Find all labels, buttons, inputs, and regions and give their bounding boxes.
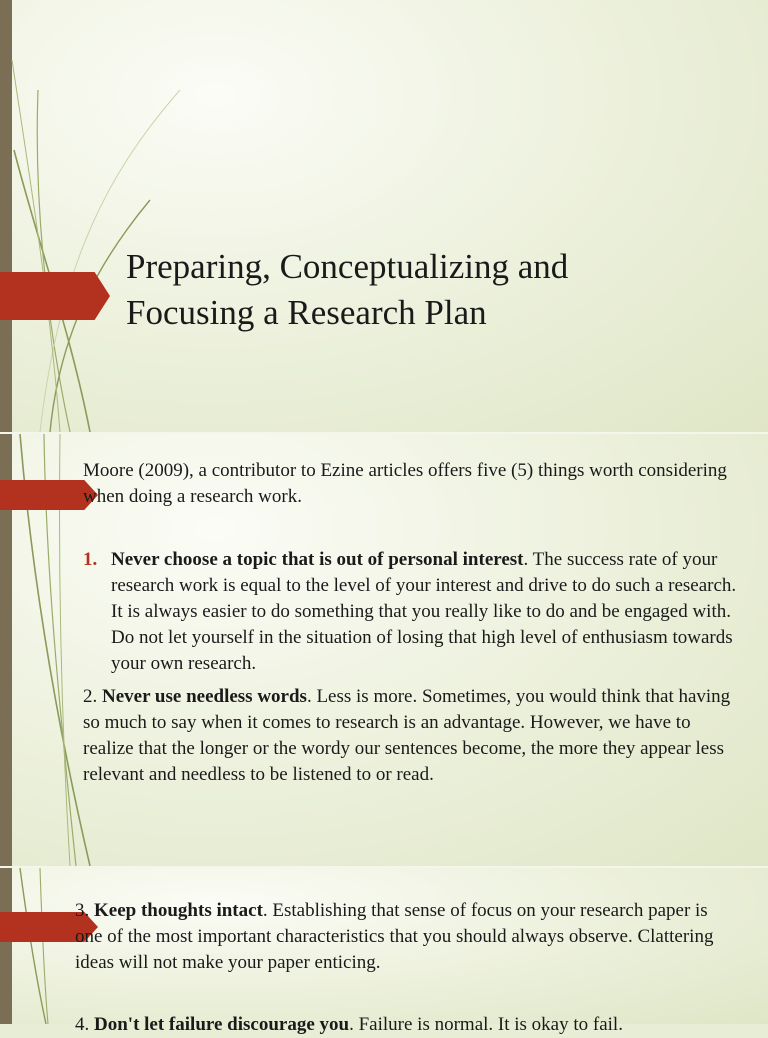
grass-stems-decoration bbox=[0, 0, 200, 432]
intro-paragraph: Moore (2009), a contributor to Ezine articles offers five (5) things worth considering when doing a research work. bbox=[83, 460, 727, 507]
content-slide-1 bbox=[0, 434, 768, 866]
content-slide-2 bbox=[0, 868, 768, 1035]
list-item-1 bbox=[83, 547, 743, 677]
list-number: 4. bbox=[75, 1014, 90, 1035]
list-item-heading: Keep thoughts intact bbox=[94, 900, 263, 921]
list-item-heading: Don't let failure discourage you bbox=[94, 1014, 350, 1035]
list-item-heading: Never choose a topic that is out of personal interest bbox=[111, 549, 524, 570]
list-item-body: . Less is more. Sometimes, you would think that having so much to say when it comes to research is an advantage. However, we have to realize that the longer or the wordy our sentences become, the more they appear less relevant and needless to be listened to or read. bbox=[83, 686, 731, 785]
list-item-body: . Establishing that sense of focus on your research paper is one of the most important characteristics that you should always observe. Clattering ideas will not make your paper enticing. bbox=[75, 900, 714, 973]
list-item-3 bbox=[75, 898, 735, 976]
list-number: 3. bbox=[75, 900, 90, 921]
title-line-1: Preparing, Conceptualizing and bbox=[126, 247, 569, 286]
accent-arrow bbox=[0, 272, 110, 320]
list-number: 1. bbox=[83, 549, 98, 570]
list-item-body: . The success rate of your research work is equal to the level of your interest and drive to do such a research. It is always easier to do something that you really like to do and be engaged with. Do not let yourself in the situation of losing that high level of enthusiasm towards your own research. bbox=[111, 549, 737, 674]
slide-title bbox=[126, 244, 746, 336]
list-number: 2. bbox=[83, 686, 98, 707]
list-item-heading: Never use needless words bbox=[102, 686, 307, 707]
list-item-4 bbox=[75, 1012, 735, 1038]
title-slide bbox=[0, 0, 768, 432]
title-line-2: Focusing a Research Plan bbox=[126, 293, 487, 332]
list-item-2 bbox=[83, 684, 743, 788]
list-item-body: . Failure is normal. It is okay to fail. bbox=[349, 1014, 623, 1035]
